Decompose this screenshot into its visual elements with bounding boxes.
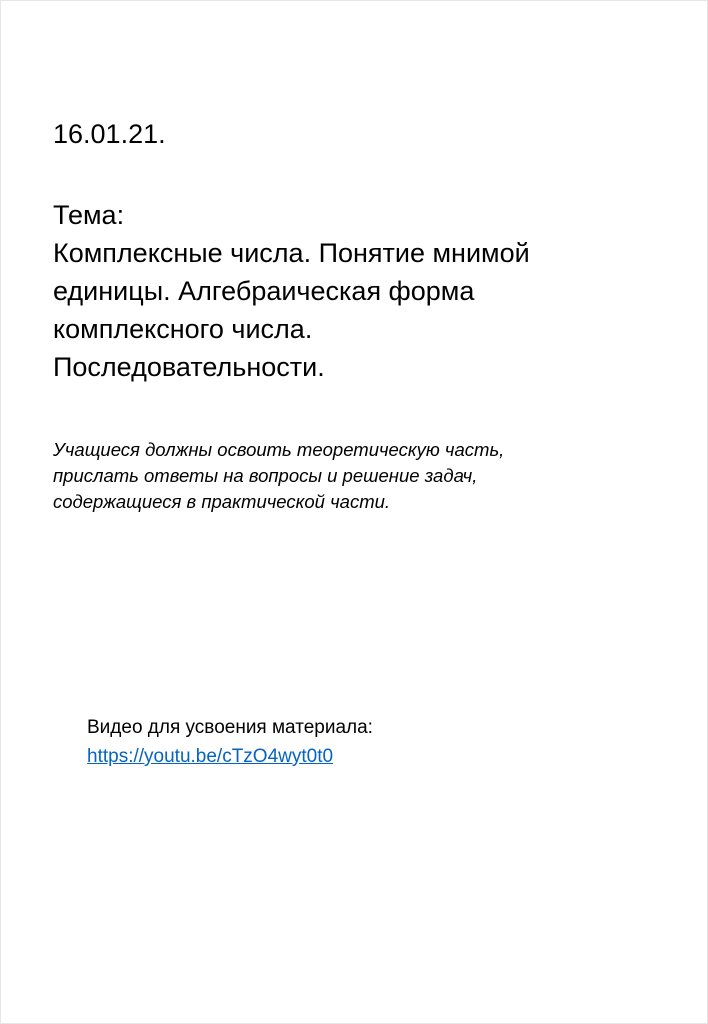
video-link[interactable]: https://youtu.be/cTzO4wyt0t0 bbox=[87, 746, 334, 767]
topic-block bbox=[53, 196, 673, 386]
topic-line: Последовательности. bbox=[53, 352, 325, 382]
topic-label: Тема: bbox=[53, 200, 125, 230]
instruction-line: прислать ответы на вопросы и решение задач, bbox=[53, 465, 478, 486]
video-label: Видео для усвоения материала: bbox=[87, 717, 373, 738]
topic-line: Комплексные числа. Понятие мнимой bbox=[53, 238, 530, 268]
topic-line: комплексного числа. bbox=[53, 314, 313, 344]
instruction-block bbox=[53, 437, 673, 515]
instruction-line: содержащиеся в практической части. bbox=[53, 491, 391, 512]
video-block bbox=[87, 713, 373, 771]
instruction-line: Учащиеся должны освоить теоретическую часть, bbox=[53, 439, 505, 460]
lesson-date: 16.01.21. bbox=[53, 119, 166, 149]
topic-line: единицы. Алгебраическая форма bbox=[53, 276, 475, 306]
